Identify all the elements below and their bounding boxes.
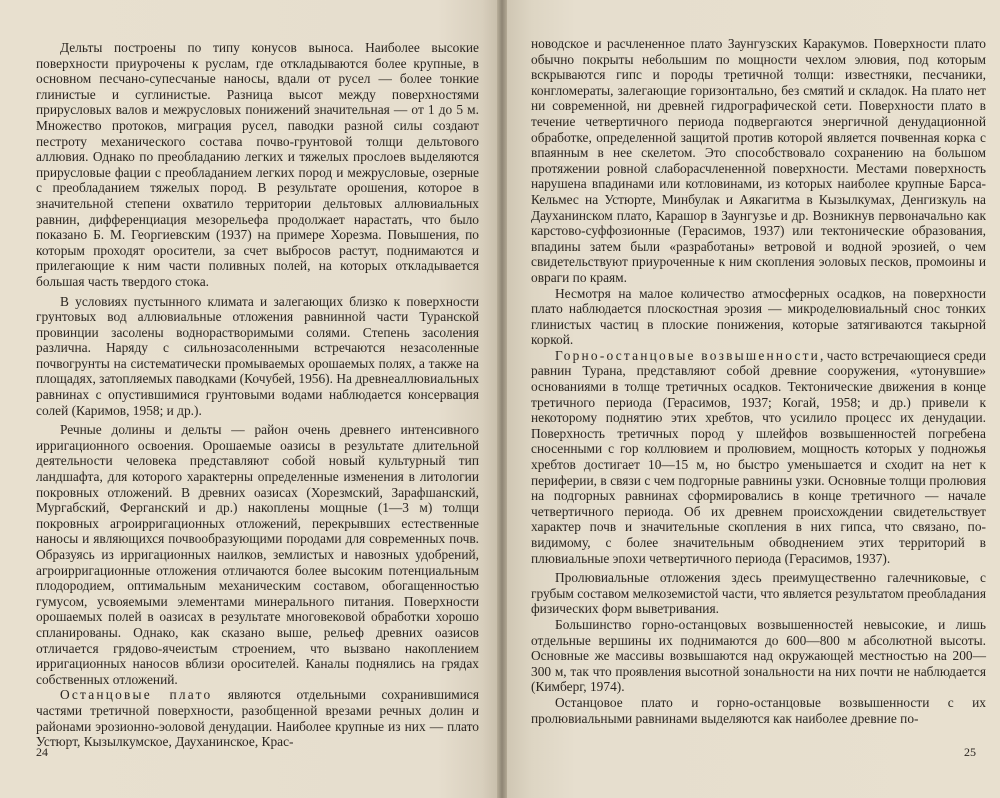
paragraph-plateau-intro — [36, 687, 479, 749]
paragraph-proluvial: Пролювиальные отложения здесь преимущественно галечниковые, с грубым составом мелкоземистой части, что является результатом преобладания физических форм выветривания. — [531, 570, 986, 617]
paragraph-oases: Речные долины и дельты — район очень древнего интенсивного ирригационного освоения. Орошаемые оазисы в результате длительной деятельности человека представляют собой новый культурный тип ландшафта, для которого характерны определенные изменения в литологии покровных отложений. В древних оазисах (Хорезмский, Зарафшанский, Мургабский, Ферганский и др.) накоплены мощные (1—3 м) толщи покровных агроирригационных отложений, перекрывших естественные наносы и являющихся почвообразующими породами для современных почв. Образуясь из ирригационных наилков, землистых и навозных удобрений, агроирригационные отложения отличаются более высоким потенциальным плодородием, оптимальным механическим составом, обогащенностью гумусом, усвояемыми элементами минерального питания. Поверхности орошаемых полей в оазисах в результате многовековой обработки хорошо спланированы. Однако, как сказано выше, рельеф древних оазисов отличается грядово-ячеистым строением, что вызвано накоплением ирригационных наносов вблизи оросителей. Каналы поднялись на грядах собственных отложений. — [36, 422, 479, 687]
paragraph-erosion: Несмотря на малое количество атмосферных осадков, на поверхности плато наблюдается плоскостная эрозия — микроделювиальный снос тонких глинистых частиц в плоские понижения, которые затягиваются такырной коркой. — [531, 285, 986, 348]
paragraph-uplands — [531, 348, 986, 566]
book-gutter — [497, 0, 507, 798]
paragraph-plateau-text: являются отдельными сохранившимися частями третичной поверхности, разобщенной врезами речных долин и районами эрозионно-эоловой денудации. Наиболее крупные из них — плато Устюрт, Кызылкумское, Дауханинское, Крас- — [36, 687, 479, 750]
paragraph-uplands-text: , часто встречающиеся среди равнин Турана, представляют собой древние сооружения, «утонувшие» основаниями в толще третичных осадков. Тектонические движения в конце третичного периода (Герасимов, 1937; Когай, 1958; и др.) привели к некоторому поднятию этих хребтов, что усилило процесс их денудации. Поверхность третичных пород у шлейфов возвышенностей погребена сносенными с гор коллювием и пролювием, мощность которых у подножья хребтов достигает 10—15 м, но быстро уменьшается и сходит на нет к периферии, в связи с чем подгорные равнины узки. Основные толщи пролювия на подгорных равнинах сформировались в конце третичного — начале четвертичного периода. Об их древнем происхождении свидетельствует характер почв и значительные скопления в них гипса, что связано, по-видимому, с более значительным обводнением этих территорий в плювиальные эпохи четвертичного периода (Герасимов, 1937). — [531, 347, 986, 566]
paragraph-plateau-continued: новодское и расчлененное плато Заунгузских Каракумов. Поверхности плато обычно покрыты небольшим по мощности чехлом элювия, под которым вскрываются гипс и породы третичной толщи: известняки, песчаники, конгломераты, залегающие горизонтально, без смятий и складок. На плато нет ни современной, ни древней гидрографической сети. Поверхности плато в течение четвертичного периода подвергаются энергичной денудационной обработке, определенной защитой против которой является почвенная корка с впаянным в нее скелетом. Это способствовало сохранению на большом протяжении ровной слаборасчлененной поверхности. Местами поверхность нарушена впадинами или котловинами, из которых наиболее крупные Барса-Кельмес на Устюрте, Минбулак и Аякагитма в Кызылкумах, Денгизкуль на Дауханинском плато, Карашор в Заунгузье и др. Возникнув первоначально как карстово-суффозионные (Герасимов, 1937) или тектонические образования, впадины затем были «разработаны» ветровой и водной эрозией, о чем свидетельствуют приуроченные к ним скопления эоловых песков, промоины и овраги по краям. — [531, 36, 986, 285]
spaced-term-plateau: Останцовые плато — [60, 687, 213, 703]
spaced-term-uplands: Горно-останцовые возвышенности — [555, 347, 821, 363]
left-page — [0, 0, 497, 798]
right-page — [507, 0, 1000, 798]
page-number-right: 25 — [964, 745, 976, 759]
paragraph-ancient: Останцовое плато и горно-останцовые возвышенности с их пролювиальными равнинами выделяются как наиболее древние по- — [531, 694, 986, 726]
paragraph-heights: Большинство горно-останцовых возвышенностей невысокие, и лишь отдельные вершины их поднимаются до 600—800 м абсолютной высоты. Основные же массивы возвышаются над окружающей местностью на 200—300 м, так что проявления высотной зональности на них почти не наблюдается (Кимберг, 1974). — [531, 616, 986, 695]
paragraph-salinity: В условиях пустынного климата и залегающих близко к поверхности грунтовых вод аллювиальные отложения равнинной части Туранской провинции засолены воднорастворимыми солями. Степень засоления различна. Наряду с сильнозасоленными встречаются незасоленные почвогрунты на систематически промываемых орошаемых полях, а также на площадях, затопляемых паводками (Кочубей, 1956). На древнеаллювиальных равнинах с опустившимися грунтовыми водами наблюдается консервация солей (Каримов, 1958; и др.). — [36, 293, 479, 418]
paragraph-deltas: Дельты построены по типу конусов выноса. Наиболее высокие поверхности приурочены к руслам, где откладываются более крупные, в основном песчано-супесчаные наносы, вдали от русел — более тонкие глинистые и суглинистые. Разница высот между поверхностями прирусловых валов и межрусловых понижений значительная — от 1 до 5 м. Множество протоков, миграция русел, паводки разной силы создают пестроту механического состава почво-грунтовой толщи дельтового аллювия. Однако по преобладанию легких и тяжелых прослоев выделяются прирусловые фации с преобладанием легких пород и межрусловые, озерные с преобладанием тяжелых пород. В результате орошения, которое в значительной степени охватило территории дельтовых аллювиальных равнин, дифференциация мезорельефа продолжает нарастать, что было показано Б. М. Георгиевским (1937) на примере Хорезма. Повышения, по которым проходят оросители, за счет выбросов растут, поднимаются и прилегающие к ним части поливных полей, на которых откладывается большая часть твердого стока. — [36, 40, 479, 289]
page-number-left: 24 — [36, 745, 48, 759]
